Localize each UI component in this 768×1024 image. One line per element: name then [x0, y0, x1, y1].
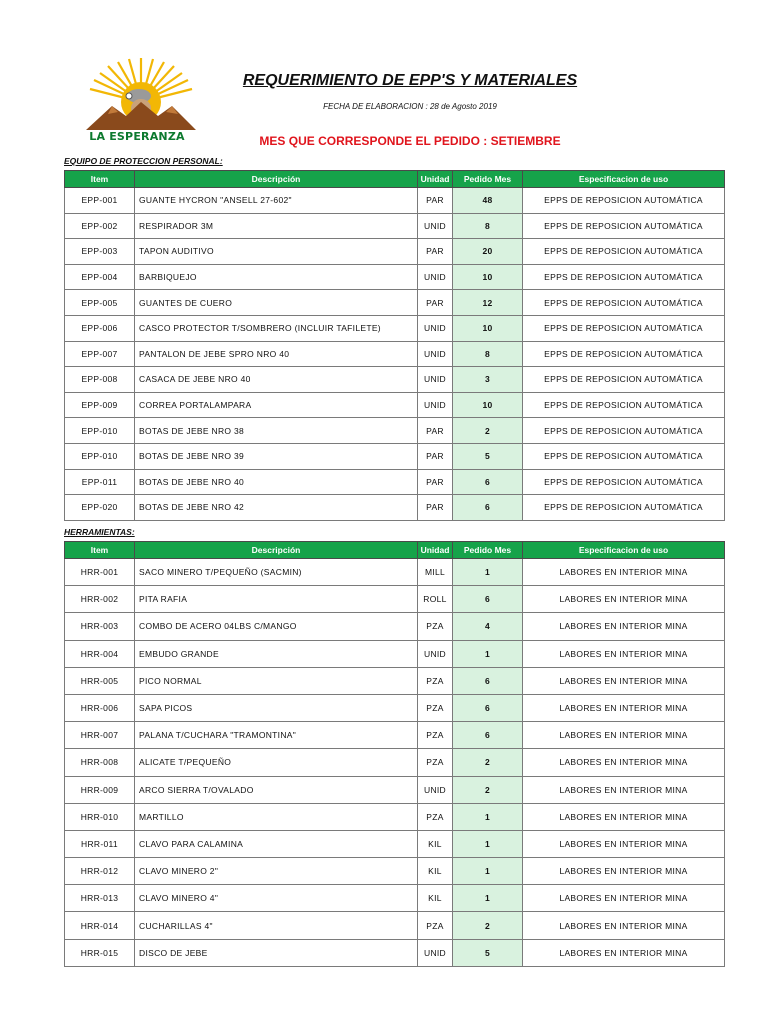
- cell-qty: 48: [453, 188, 523, 214]
- cell-unit: PZA: [418, 749, 453, 776]
- cell-description: CLAVO MINERO 2": [135, 858, 418, 885]
- cell-qty: 12: [453, 290, 523, 316]
- cell-qty: 1: [453, 885, 523, 912]
- table-row: [65, 559, 725, 586]
- cell-description: ARCO SIERRA T/OVALADO: [135, 776, 418, 803]
- cell-qty: 8: [453, 213, 523, 239]
- cell-description: PITA RAFIA: [135, 586, 418, 613]
- cell-spec: EPPS DE REPOSICION AUTOMÁTICA: [523, 213, 725, 239]
- column-header-item: Item: [65, 171, 135, 188]
- cell-unit: PAR: [418, 290, 453, 316]
- table-header-row: [65, 171, 725, 188]
- cell-item: HRR-007: [65, 722, 135, 749]
- cell-qty: 6: [453, 694, 523, 721]
- cell-qty: 20: [453, 239, 523, 265]
- cell-unit: KIL: [418, 830, 453, 857]
- cell-description: BOTAS DE JEBE NRO 39: [135, 443, 418, 469]
- cell-qty: 3: [453, 367, 523, 393]
- cell-description: DISCO DE JEBE: [135, 939, 418, 966]
- logo-text: LA ESPERANZA: [89, 130, 185, 143]
- cell-unit: UNID: [418, 367, 453, 393]
- section-title-epp: EQUIPO DE PROTECCION PERSONAL:: [64, 156, 223, 166]
- cell-item: HRR-009: [65, 776, 135, 803]
- cell-item: EPP-007: [65, 341, 135, 367]
- cell-unit: UNID: [418, 341, 453, 367]
- cell-spec: EPPS DE REPOSICION AUTOMÁTICA: [523, 239, 725, 265]
- cell-description: GUANTES DE CUERO: [135, 290, 418, 316]
- cell-unit: PAR: [418, 469, 453, 495]
- cell-unit: UNID: [418, 939, 453, 966]
- cell-unit: PAR: [418, 239, 453, 265]
- cell-description: BOTAS DE JEBE NRO 42: [135, 495, 418, 521]
- cell-item: EPP-010: [65, 443, 135, 469]
- cell-unit: UNID: [418, 392, 453, 418]
- cell-qty: 6: [453, 469, 523, 495]
- cell-spec: LABORES EN INTERIOR MINA: [523, 912, 725, 939]
- table-row: [65, 694, 725, 721]
- cell-unit: UNID: [418, 264, 453, 290]
- cell-qty: 1: [453, 830, 523, 857]
- cell-qty: 1: [453, 803, 523, 830]
- cell-qty: 2: [453, 776, 523, 803]
- table-row: [65, 939, 725, 966]
- cell-unit: PZA: [418, 912, 453, 939]
- cell-unit: PAR: [418, 418, 453, 444]
- cell-unit: PZA: [418, 803, 453, 830]
- column-header-item: Item: [65, 542, 135, 559]
- table-row: [65, 367, 725, 393]
- cell-item: HRR-006: [65, 694, 135, 721]
- table-row: [65, 858, 725, 885]
- cell-spec: LABORES EN INTERIOR MINA: [523, 722, 725, 749]
- column-header-unit: Unidad: [418, 542, 453, 559]
- cell-spec: LABORES EN INTERIOR MINA: [523, 803, 725, 830]
- cell-item: EPP-008: [65, 367, 135, 393]
- cell-item: EPP-002: [65, 213, 135, 239]
- cell-spec: LABORES EN INTERIOR MINA: [523, 885, 725, 912]
- cell-spec: LABORES EN INTERIOR MINA: [523, 613, 725, 640]
- cell-item: EPP-003: [65, 239, 135, 265]
- cell-qty: 6: [453, 667, 523, 694]
- cell-spec: LABORES EN INTERIOR MINA: [523, 694, 725, 721]
- cell-spec: LABORES EN INTERIOR MINA: [523, 830, 725, 857]
- cell-qty: 1: [453, 559, 523, 586]
- table-row: [65, 803, 725, 830]
- column-header-description: Descripción: [135, 171, 418, 188]
- cell-spec: EPPS DE REPOSICION AUTOMÁTICA: [523, 188, 725, 214]
- cell-qty: 10: [453, 264, 523, 290]
- table-row: [65, 239, 725, 265]
- cell-qty: 6: [453, 722, 523, 749]
- cell-spec: LABORES EN INTERIOR MINA: [523, 586, 725, 613]
- cell-description: CUCHARILLAS 4": [135, 912, 418, 939]
- section-title-herramientas: HERRAMIENTAS:: [64, 527, 135, 537]
- cell-description: ALICATE T/PEQUEÑO: [135, 749, 418, 776]
- cell-spec: LABORES EN INTERIOR MINA: [523, 640, 725, 667]
- order-month: MES QUE CORRESPONDE EL PEDIDO : SETIEMBRE: [259, 134, 561, 148]
- cell-unit: UNID: [418, 640, 453, 667]
- table-row: [65, 495, 725, 521]
- table-row: [65, 776, 725, 803]
- epp-table: [64, 170, 725, 521]
- column-header-description: Descripción: [135, 542, 418, 559]
- cell-spec: EPPS DE REPOSICION AUTOMÁTICA: [523, 315, 725, 341]
- cell-qty: 2: [453, 749, 523, 776]
- cell-item: EPP-010: [65, 418, 135, 444]
- cell-qty: 8: [453, 341, 523, 367]
- cell-description: BOTAS DE JEBE NRO 40: [135, 469, 418, 495]
- cell-spec: EPPS DE REPOSICION AUTOMÁTICA: [523, 418, 725, 444]
- cell-qty: 5: [453, 443, 523, 469]
- cell-unit: UNID: [418, 213, 453, 239]
- cell-description: CLAVO PARA CALAMINA: [135, 830, 418, 857]
- cell-item: HRR-003: [65, 613, 135, 640]
- column-header-unit: Unidad: [418, 171, 453, 188]
- table-row: [65, 418, 725, 444]
- cell-item: HRR-010: [65, 803, 135, 830]
- table-row: [65, 213, 725, 239]
- cell-qty: 2: [453, 912, 523, 939]
- column-header-qty: Pedido Mes: [453, 542, 523, 559]
- table-row: [65, 749, 725, 776]
- cell-qty: 2: [453, 418, 523, 444]
- cell-description: PICO NORMAL: [135, 667, 418, 694]
- cell-item: HRR-008: [65, 749, 135, 776]
- cell-unit: PZA: [418, 613, 453, 640]
- herramientas-table: [64, 541, 725, 967]
- cell-spec: LABORES EN INTERIOR MINA: [523, 776, 725, 803]
- cell-item: HRR-013: [65, 885, 135, 912]
- cell-qty: 6: [453, 495, 523, 521]
- cell-description: BARBIQUEJO: [135, 264, 418, 290]
- cell-description: CASCO PROTECTOR T/SOMBRERO (INCLUIR TAFILETE): [135, 315, 418, 341]
- cell-description: PANTALON DE JEBE SPRO NRO 40: [135, 341, 418, 367]
- cell-spec: LABORES EN INTERIOR MINA: [523, 939, 725, 966]
- cell-spec: EPPS DE REPOSICION AUTOMÁTICA: [523, 469, 725, 495]
- cell-description: CLAVO MINERO 4": [135, 885, 418, 912]
- table-row: [65, 392, 725, 418]
- cell-item: EPP-020: [65, 495, 135, 521]
- cell-spec: EPPS DE REPOSICION AUTOMÁTICA: [523, 341, 725, 367]
- cell-item: HRR-011: [65, 830, 135, 857]
- cell-qty: 6: [453, 586, 523, 613]
- mountains-icon: [86, 102, 196, 130]
- cell-item: HRR-012: [65, 858, 135, 885]
- cell-unit: PZA: [418, 722, 453, 749]
- cell-spec: EPPS DE REPOSICION AUTOMÁTICA: [523, 367, 725, 393]
- cell-qty: 10: [453, 315, 523, 341]
- cell-description: EMBUDO GRANDE: [135, 640, 418, 667]
- cell-unit: PZA: [418, 667, 453, 694]
- cell-spec: LABORES EN INTERIOR MINA: [523, 667, 725, 694]
- cell-item: EPP-009: [65, 392, 135, 418]
- cell-spec: LABORES EN INTERIOR MINA: [523, 559, 725, 586]
- cell-item: EPP-001: [65, 188, 135, 214]
- column-header-qty: Pedido Mes: [453, 171, 523, 188]
- column-header-spec: Especificacion de uso: [523, 171, 725, 188]
- cell-item: EPP-004: [65, 264, 135, 290]
- table-row: [65, 341, 725, 367]
- table-row: [65, 315, 725, 341]
- cell-unit: KIL: [418, 885, 453, 912]
- cell-item: HRR-005: [65, 667, 135, 694]
- cell-unit: PAR: [418, 443, 453, 469]
- cell-qty: 1: [453, 858, 523, 885]
- cell-qty: 1: [453, 640, 523, 667]
- cell-item: HRR-014: [65, 912, 135, 939]
- table-row: [65, 586, 725, 613]
- table-row: [65, 290, 725, 316]
- cell-spec: EPPS DE REPOSICION AUTOMÁTICA: [523, 392, 725, 418]
- cell-description: SACO MINERO T/PEQUEÑO (SACMIN): [135, 559, 418, 586]
- table-row: [65, 264, 725, 290]
- table-row: [65, 613, 725, 640]
- cell-item: EPP-006: [65, 315, 135, 341]
- cell-item: HRR-002: [65, 586, 135, 613]
- table-row: [65, 188, 725, 214]
- table-row: [65, 443, 725, 469]
- elaboration-date: FECHA DE ELABORACION : 28 de Agosto 2019: [323, 102, 497, 111]
- cell-unit: PZA: [418, 694, 453, 721]
- cell-description: MARTILLO: [135, 803, 418, 830]
- cell-unit: UNID: [418, 776, 453, 803]
- cell-description: PALANA T/CUCHARA "TRAMONTINA": [135, 722, 418, 749]
- table-header-row: [65, 542, 725, 559]
- cell-qty: 10: [453, 392, 523, 418]
- cell-description: BOTAS DE JEBE NRO 38: [135, 418, 418, 444]
- cell-spec: EPPS DE REPOSICION AUTOMÁTICA: [523, 264, 725, 290]
- cell-item: EPP-011: [65, 469, 135, 495]
- table-row: [65, 912, 725, 939]
- cell-unit: ROLL: [418, 586, 453, 613]
- column-header-spec: Especificacion de uso: [523, 542, 725, 559]
- cell-spec: LABORES EN INTERIOR MINA: [523, 858, 725, 885]
- cell-spec: EPPS DE REPOSICION AUTOMÁTICA: [523, 495, 725, 521]
- cell-description: GUANTE HYCRON "ANSELL 27-602": [135, 188, 418, 214]
- cell-item: HRR-001: [65, 559, 135, 586]
- cell-unit: KIL: [418, 858, 453, 885]
- page-title: REQUERIMIENTO DE EPP'S Y MATERIALES: [242, 72, 578, 89]
- table-row: [65, 722, 725, 749]
- cell-description: RESPIRADOR 3M: [135, 213, 418, 239]
- cell-description: COMBO DE ACERO 04LBS C/MANGO: [135, 613, 418, 640]
- cell-description: CORREA PORTALAMPARA: [135, 392, 418, 418]
- cell-item: HRR-004: [65, 640, 135, 667]
- cell-description: SAPA PICOS: [135, 694, 418, 721]
- cell-description: CASACA DE JEBE NRO 40: [135, 367, 418, 393]
- cell-spec: LABORES EN INTERIOR MINA: [523, 749, 725, 776]
- cell-unit: PAR: [418, 188, 453, 214]
- table-row: [65, 667, 725, 694]
- table-row: [65, 640, 725, 667]
- cell-item: HRR-015: [65, 939, 135, 966]
- table-row: [65, 830, 725, 857]
- cell-qty: 4: [453, 613, 523, 640]
- cell-item: EPP-005: [65, 290, 135, 316]
- cell-qty: 5: [453, 939, 523, 966]
- cell-spec: EPPS DE REPOSICION AUTOMÁTICA: [523, 290, 725, 316]
- cell-description: TAPON AUDITIVO: [135, 239, 418, 265]
- cell-unit: UNID: [418, 315, 453, 341]
- cell-spec: EPPS DE REPOSICION AUTOMÁTICA: [523, 443, 725, 469]
- table-row: [65, 469, 725, 495]
- cell-unit: PAR: [418, 495, 453, 521]
- cell-unit: MILL: [418, 559, 453, 586]
- table-row: [65, 885, 725, 912]
